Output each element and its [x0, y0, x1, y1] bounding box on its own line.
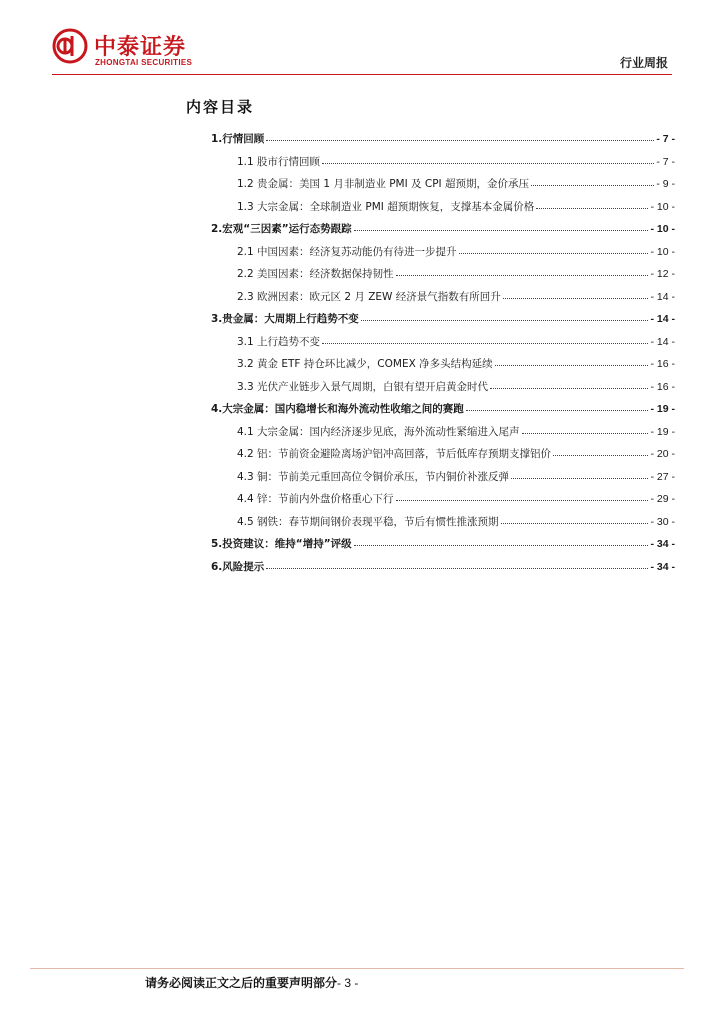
toc-entry[interactable]	[211, 444, 675, 467]
toc-leader-dots	[396, 263, 649, 276]
toc-leader-dots	[459, 241, 649, 254]
toc-entry-label: 4.大宗金属：国内稳增长和海外流动性收缩之间的赛跑	[211, 403, 464, 415]
toc-entry-page: - 34 -	[650, 538, 675, 550]
toc-entry[interactable]	[211, 197, 675, 220]
toc-entry[interactable]	[211, 174, 675, 197]
brand-name-en: ZHONGTAI SECURITIES	[95, 58, 193, 67]
toc-title: 内容目录	[186, 98, 255, 116]
toc-entry-label: 2.2 美国因素：经济数据保持韧性	[237, 268, 394, 280]
toc-leader-dots	[536, 196, 648, 209]
toc-leader-dots	[354, 533, 649, 546]
brand-name-cn: 中泰证券	[94, 35, 187, 60]
toc-entry-label: 5.投资建议：维持“增持”评级	[211, 538, 352, 550]
toc-leader-dots	[553, 443, 648, 456]
toc-entry-label: 1.1 股市行情回顾	[237, 155, 321, 168]
toc-entry[interactable]	[211, 309, 675, 332]
toc-entry-page: - 12 -	[650, 268, 675, 280]
toc-entry-label: 2.3 欧洲因素：欧元区 2 月 ZEW 经济景气指数有所回升	[237, 290, 501, 303]
toc-entry[interactable]	[211, 467, 675, 490]
toc-entry[interactable]	[211, 377, 675, 400]
toc-entry-label: 3.贵金属：大周期上行趋势不变	[211, 313, 359, 325]
toc-leader-dots	[501, 511, 649, 524]
toc-entry-page: - 19 -	[650, 403, 675, 415]
toc-entry[interactable]	[211, 534, 675, 557]
toc-leader-dots	[531, 173, 654, 186]
toc-entry-label: 4.3 铜：节前美元重回高位令铜价承压，节内铜价补涨反弹	[237, 470, 510, 483]
toc-entry-page: - 7 -	[656, 133, 675, 145]
toc-leader-dots	[522, 421, 649, 434]
toc-entry-page: - 10 -	[650, 223, 675, 235]
toc-entry[interactable]	[211, 557, 675, 580]
toc-entry[interactable]	[211, 489, 675, 512]
toc-entry-page: - 27 -	[650, 470, 675, 483]
toc-entry-page: - 29 -	[650, 493, 675, 505]
toc-entry-label: 2.宏观“三因素”运行态势跟踪	[211, 223, 352, 235]
toc-entry-label: 1.3 大宗金属：全球制造业 PMI 超预期恢复，支撑基本金属价格	[237, 200, 535, 213]
toc-entry-label: 1.行情回顾	[211, 133, 265, 145]
toc-entry-page: - 34 -	[650, 560, 675, 573]
brand-logo	[52, 28, 222, 72]
toc-entry-page: - 19 -	[650, 425, 675, 438]
toc-leader-dots	[396, 488, 649, 501]
toc-leader-dots	[511, 466, 648, 479]
footer-disclaimer: 请务必阅读正文之后的重要声明部分	[145, 976, 338, 990]
toc-leader-dots	[354, 218, 649, 231]
toc-entry-label: 4.4 锌：节前内外盘价格重心下行	[237, 493, 394, 505]
toc-entry-page: - 16 -	[650, 358, 675, 370]
toc-entry-page: - 20 -	[650, 448, 675, 460]
toc-leader-dots	[495, 353, 649, 366]
report-type: 行业周报	[619, 56, 668, 70]
toc-entry-page: - 14 -	[650, 313, 675, 325]
toc-leader-dots	[503, 286, 649, 299]
toc-entry-page: - 9 -	[656, 178, 675, 190]
toc-entry[interactable]	[211, 512, 675, 535]
toc-entry-label: 2.1 中国因素：经济复苏动能仍有待进一步提升	[237, 245, 457, 258]
toc-entry-label: 6.风险提示	[211, 560, 265, 573]
toc-entry-label: 4.5 钢铁：春节期间钢价表现平稳，节后有惯性推涨预期	[237, 515, 499, 528]
toc-entry[interactable]	[211, 422, 675, 445]
toc-leader-dots	[266, 128, 654, 141]
toc-entry[interactable]	[211, 287, 675, 310]
toc-entry-page: - 30 -	[650, 515, 675, 528]
toc-leader-dots	[466, 398, 649, 411]
toc-entry-page: - 10 -	[650, 245, 675, 258]
toc-entry[interactable]	[211, 129, 675, 152]
toc-entry-page: - 14 -	[650, 290, 675, 303]
toc-entry-page: - 14 -	[650, 335, 675, 348]
toc-leader-dots	[322, 151, 654, 164]
toc-entry-page: - 16 -	[650, 380, 675, 393]
toc-entry-label: 4.2 铝：节前资金避险离场沪铝冲高回落，节后低库存预期支撑铝价	[237, 448, 552, 460]
table-of-contents	[211, 129, 675, 579]
toc-leader-dots	[322, 331, 648, 344]
toc-entry-label: 3.2 黄金 ETF 持仓环比减少，COMEX 净多头结构延续	[237, 358, 493, 370]
toc-entry[interactable]	[211, 152, 675, 175]
header-divider	[52, 74, 672, 75]
footer-page-number: - 3 -	[337, 976, 359, 990]
toc-entry[interactable]	[211, 219, 675, 242]
toc-entry[interactable]	[211, 332, 675, 355]
toc-entry-label: 3.3 光伏产业链步入景气周期，白银有望开启黄金时代	[237, 380, 489, 393]
toc-entry-label: 4.1 大宗金属：国内经济逐步见底，海外流动性紧缩进入尾声	[237, 425, 520, 438]
toc-entry[interactable]	[211, 399, 675, 422]
toc-leader-dots	[490, 376, 648, 389]
toc-leader-dots	[266, 556, 648, 569]
toc-entry[interactable]	[211, 242, 675, 265]
toc-entry-label: 3.1 上行趋势不变	[237, 335, 321, 348]
toc-entry[interactable]	[211, 354, 675, 377]
toc-entry-page: - 7 -	[656, 155, 675, 168]
zhongtai-logo-icon	[52, 28, 88, 64]
footer-note	[145, 974, 358, 991]
toc-leader-dots	[361, 308, 649, 321]
toc-entry-page: - 10 -	[650, 200, 675, 213]
toc-entry-label: 1.2 贵金属：美国 1 月非制造业 PMI 及 CPI 超预期，金价承压	[237, 178, 529, 190]
toc-entry[interactable]	[211, 264, 675, 287]
footer-divider	[30, 968, 684, 969]
